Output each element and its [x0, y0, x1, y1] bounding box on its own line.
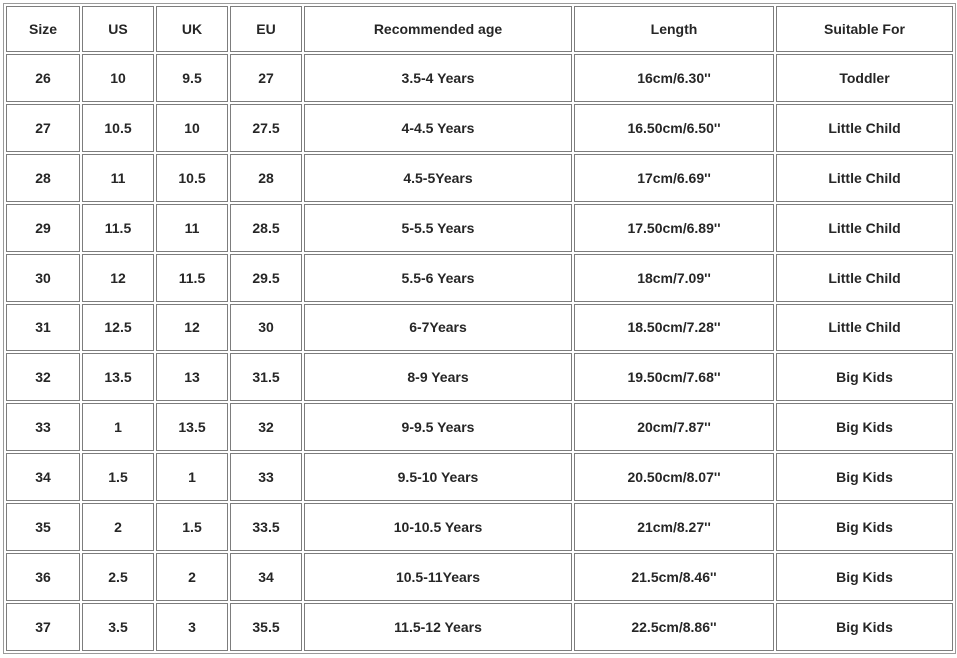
cell-us: 13.5 [82, 353, 154, 401]
table-row [6, 503, 953, 551]
cell-size: 36 [6, 553, 80, 601]
table-row [6, 453, 953, 501]
cell-us: 12.5 [82, 304, 154, 352]
cell-size: 37 [6, 603, 80, 651]
cell-eu: 28 [230, 154, 302, 202]
cell-recommended-age: 9.5-10 Years [304, 453, 572, 501]
cell-eu: 28.5 [230, 204, 302, 252]
table-row [6, 104, 953, 152]
cell-length: 16cm/6.30'' [574, 54, 774, 102]
cell-eu: 35.5 [230, 603, 302, 651]
cell-uk: 13.5 [156, 403, 228, 451]
table-row [6, 254, 953, 302]
cell-length: 17cm/6.69'' [574, 154, 774, 202]
cell-suitable-for: Big Kids [776, 503, 953, 551]
table-row [6, 553, 953, 601]
cell-suitable-for: Big Kids [776, 453, 953, 501]
cell-us: 12 [82, 254, 154, 302]
cell-length: 19.50cm/7.68'' [574, 353, 774, 401]
cell-eu: 34 [230, 553, 302, 601]
table-row [6, 603, 953, 651]
cell-size: 28 [6, 154, 80, 202]
cell-length: 22.5cm/8.86'' [574, 603, 774, 651]
cell-eu: 33 [230, 453, 302, 501]
cell-suitable-for: Toddler [776, 54, 953, 102]
table-row [6, 353, 953, 401]
cell-uk: 10 [156, 104, 228, 152]
cell-recommended-age: 10-10.5 Years [304, 503, 572, 551]
cell-uk: 1.5 [156, 503, 228, 551]
cell-length: 18.50cm/7.28'' [574, 304, 774, 352]
cell-eu: 31.5 [230, 353, 302, 401]
cell-uk: 11 [156, 204, 228, 252]
cell-us: 1.5 [82, 453, 154, 501]
cell-recommended-age: 9-9.5 Years [304, 403, 572, 451]
cell-recommended-age: 8-9 Years [304, 353, 572, 401]
cell-suitable-for: Big Kids [776, 403, 953, 451]
table-row [6, 154, 953, 202]
cell-us: 10.5 [82, 104, 154, 152]
cell-size: 35 [6, 503, 80, 551]
cell-us: 3.5 [82, 603, 154, 651]
table-row [6, 304, 953, 352]
cell-recommended-age: 4-4.5 Years [304, 104, 572, 152]
header-size: Size [6, 6, 80, 52]
header-length: Length [574, 6, 774, 52]
cell-recommended-age: 5-5.5 Years [304, 204, 572, 252]
cell-size: 31 [6, 304, 80, 352]
cell-recommended-age: 11.5-12 Years [304, 603, 572, 651]
header-suitable-for: Suitable For [776, 6, 953, 52]
cell-length: 17.50cm/6.89'' [574, 204, 774, 252]
cell-size: 30 [6, 254, 80, 302]
cell-length: 20.50cm/8.07'' [574, 453, 774, 501]
cell-length: 20cm/7.87'' [574, 403, 774, 451]
cell-recommended-age: 6-7Years [304, 304, 572, 352]
cell-us: 1 [82, 403, 154, 451]
header-us: US [82, 6, 154, 52]
cell-uk: 13 [156, 353, 228, 401]
cell-suitable-for: Little Child [776, 254, 953, 302]
cell-suitable-for: Little Child [776, 104, 953, 152]
cell-uk: 3 [156, 603, 228, 651]
cell-eu: 32 [230, 403, 302, 451]
cell-uk: 9.5 [156, 54, 228, 102]
cell-eu: 30 [230, 304, 302, 352]
cell-uk: 2 [156, 553, 228, 601]
cell-suitable-for: Little Child [776, 304, 953, 352]
cell-suitable-for: Big Kids [776, 553, 953, 601]
header-recommended-age: Recommended age [304, 6, 572, 52]
cell-eu: 33.5 [230, 503, 302, 551]
header-uk: UK [156, 6, 228, 52]
cell-uk: 11.5 [156, 254, 228, 302]
cell-us: 11.5 [82, 204, 154, 252]
cell-uk: 10.5 [156, 154, 228, 202]
cell-us: 11 [82, 154, 154, 202]
cell-eu: 27 [230, 54, 302, 102]
cell-length: 18cm/7.09'' [574, 254, 774, 302]
table-row [6, 403, 953, 451]
cell-size: 33 [6, 403, 80, 451]
cell-eu: 29.5 [230, 254, 302, 302]
cell-uk: 1 [156, 453, 228, 501]
cell-size: 32 [6, 353, 80, 401]
cell-uk: 12 [156, 304, 228, 352]
cell-size: 29 [6, 204, 80, 252]
cell-size: 27 [6, 104, 80, 152]
cell-recommended-age: 4.5-5Years [304, 154, 572, 202]
cell-us: 2.5 [82, 553, 154, 601]
cell-suitable-for: Big Kids [776, 603, 953, 651]
table-row [6, 204, 953, 252]
cell-length: 21cm/8.27'' [574, 503, 774, 551]
cell-eu: 27.5 [230, 104, 302, 152]
cell-size: 34 [6, 453, 80, 501]
cell-us: 10 [82, 54, 154, 102]
cell-length: 16.50cm/6.50'' [574, 104, 774, 152]
cell-us: 2 [82, 503, 154, 551]
size-chart-table [3, 3, 956, 654]
cell-recommended-age: 5.5-6 Years [304, 254, 572, 302]
cell-size: 26 [6, 54, 80, 102]
header-eu: EU [230, 6, 302, 52]
cell-recommended-age: 10.5-11Years [304, 553, 572, 601]
cell-suitable-for: Big Kids [776, 353, 953, 401]
cell-suitable-for: Little Child [776, 204, 953, 252]
table-row [6, 54, 953, 102]
cell-length: 21.5cm/8.46'' [574, 553, 774, 601]
header-row [6, 6, 953, 52]
cell-recommended-age: 3.5-4 Years [304, 54, 572, 102]
cell-suitable-for: Little Child [776, 154, 953, 202]
